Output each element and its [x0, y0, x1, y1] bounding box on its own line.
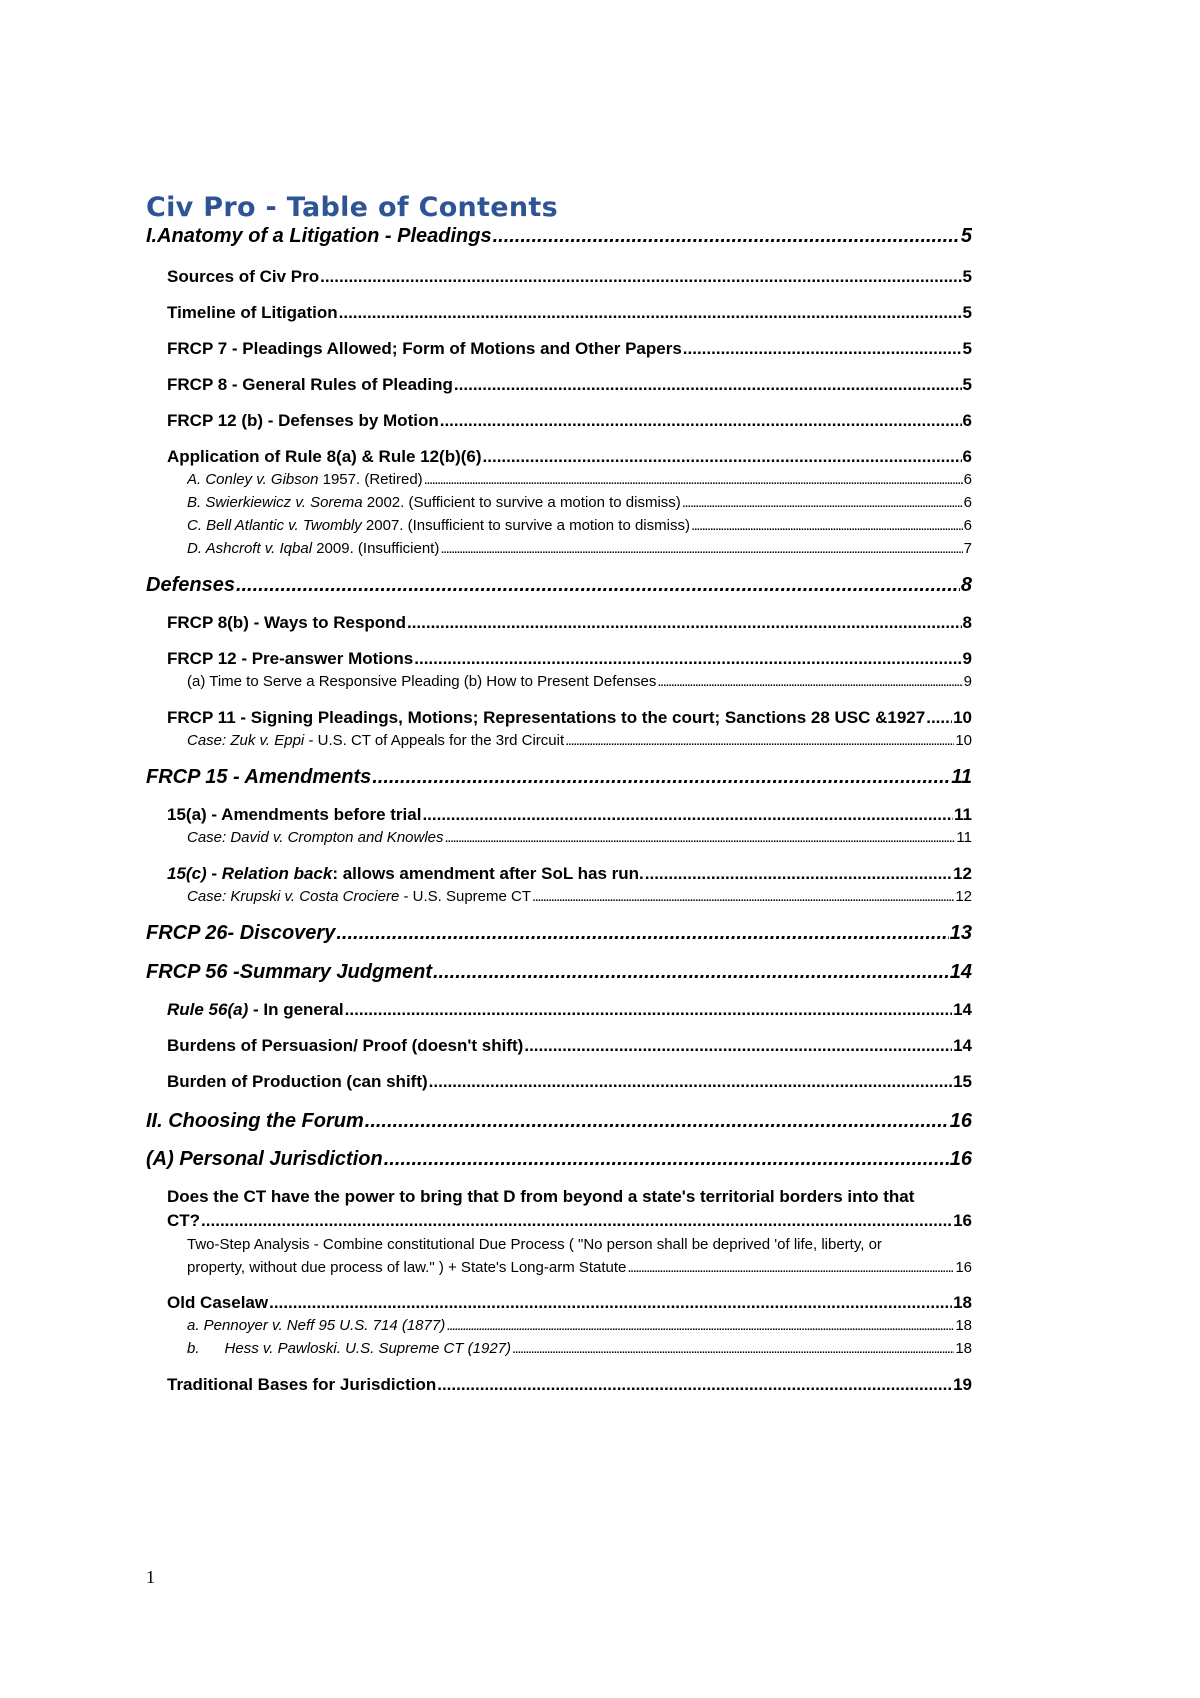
toc-entry-text: property, without due process of law." ) + State's Long-arm Statute — [187, 1259, 627, 1276]
toc-entry-text: 2007. (Insufficient to survive a motion to dismiss) — [361, 517, 690, 534]
toc-entry-text: FRCP 7 - Pleadings Allowed; Form of Motions and Other Papers — [167, 339, 682, 358]
toc-entry-text: CT? — [167, 1211, 201, 1230]
toc-entry[interactable] — [167, 649, 972, 669]
toc-entry-text: Burden of Production (can shift) — [167, 1072, 428, 1091]
toc-entry-text: Timeline of Litigation — [167, 303, 338, 322]
toc-entry[interactable] — [167, 1293, 972, 1313]
toc-page-number: 14 — [953, 1000, 972, 1019]
toc-entry[interactable] — [146, 922, 972, 945]
toc-entry[interactable] — [167, 1036, 972, 1056]
toc-entry[interactable] — [167, 1000, 972, 1020]
toc-page-number: 18 — [953, 1293, 972, 1312]
toc-entry-text: Defenses — [146, 574, 235, 596]
case-name: D. Ashcroft v. Iqbal — [187, 540, 313, 557]
toc-entry-text-line1: Two-Step Analysis - Combine constitutional Due Process ( "No person shall be deprived 'of life, liberty, or — [187, 1236, 882, 1253]
toc-entry[interactable] — [187, 732, 972, 749]
toc-page-number: 12 — [953, 864, 972, 883]
toc-page-number: 10 — [955, 732, 972, 749]
toc-entry-text: - In general — [248, 1000, 344, 1019]
toc-page-number: 8 — [960, 574, 972, 596]
toc-entry-text: Burdens of Persuasion/ Proof (doesn't shift) — [167, 1036, 524, 1055]
toc-page-number: 6 — [963, 494, 972, 511]
toc-entry[interactable] — [167, 267, 972, 287]
toc-entry[interactable] — [146, 1110, 972, 1133]
toc-entry-text-line1: Does the CT have the power to bring that D from beyond a state's territorial borders into that — [167, 1187, 915, 1206]
case-name: Case: Zuk v. Eppi — [187, 732, 305, 749]
toc-entry-text: 2002. (Sufficient to survive a motion to dismiss) — [362, 494, 681, 511]
toc-page-number: 9 — [963, 673, 972, 690]
toc-entry[interactable] — [167, 1375, 972, 1395]
toc-entry[interactable] — [167, 303, 972, 323]
toc-entry[interactable] — [187, 494, 972, 511]
toc-page-number: 5 — [962, 375, 972, 394]
toc-entry-text: 15(a) - Amendments before trial — [167, 805, 422, 824]
toc-page-number: 12 — [955, 888, 972, 905]
toc-page-number: 15 — [953, 1072, 972, 1091]
toc-page-number: 5 — [962, 339, 972, 358]
toc-entry-text: I.Anatomy of a Litigation - Pleadings — [146, 225, 492, 247]
toc-page-number: 19 — [953, 1375, 972, 1394]
toc-entry-text: FRCP 12 (b) - Defenses by Motion — [167, 411, 439, 430]
toc-page-number: 11 — [956, 829, 972, 846]
toc-entry-text: FRCP 8 - General Rules of Pleading — [167, 375, 453, 394]
toc-entry[interactable] — [187, 829, 972, 846]
toc-page-number: 10 — [953, 708, 972, 727]
toc-entry[interactable] — [146, 961, 972, 984]
toc-entry[interactable] — [187, 1317, 972, 1334]
toc-entry-text: Traditional Bases for Jurisdiction — [167, 1375, 437, 1394]
toc-entry[interactable] — [187, 471, 972, 488]
toc-entry-text: Sources of Civ Pro — [167, 267, 320, 286]
toc-page-number: 7 — [963, 540, 972, 557]
rule-name: 15(c) - Relation back — [167, 864, 333, 883]
case-name: A. Conley v. Gibson — [187, 471, 319, 488]
toc-entry[interactable] — [146, 766, 972, 789]
toc-entry[interactable] — [167, 411, 972, 431]
toc-page-number: 16 — [949, 1148, 972, 1170]
toc-page-number: 5 — [960, 225, 972, 247]
toc-entry-text: FRCP 12 - Pre-answer Motions — [167, 649, 414, 668]
toc-entry[interactable] — [167, 1072, 972, 1092]
toc-entry[interactable] — [167, 613, 972, 633]
toc-entry-text: - U.S. Supreme CT — [399, 888, 531, 905]
case-name: a. Pennoyer v. Neff 95 U.S. 714 (1877) — [187, 1317, 446, 1334]
toc-entry-text: 2009. (Insufficient) — [312, 540, 440, 557]
toc-page-number: 5 — [962, 303, 972, 322]
toc-entry[interactable] — [167, 864, 972, 884]
toc-entry[interactable] — [167, 447, 972, 467]
toc-entry-text: (A) Personal Jurisdiction — [146, 1148, 383, 1170]
toc-entry[interactable] — [187, 540, 972, 557]
toc-entry[interactable] — [146, 1148, 972, 1171]
toc-entry-text: Old Caselaw — [167, 1293, 269, 1312]
document-title: Civ Pro - Table of Contents — [146, 192, 558, 223]
toc-entry-text: FRCP 15 - Amendments — [146, 766, 372, 788]
toc-entry-text: 1957. (Retired) — [318, 471, 423, 488]
toc-entry[interactable] — [187, 1259, 972, 1276]
rule-name: Rule 56(a) — [167, 1000, 249, 1019]
toc-entry-text: : allows amendment after SoL has run. — [332, 864, 644, 883]
toc-page-number: 18 — [955, 1340, 972, 1357]
toc-entry[interactable] — [146, 225, 972, 248]
case-name: B. Swierkiewicz v. Sorema — [187, 494, 363, 511]
page-number: 1 — [146, 1567, 155, 1587]
toc-page-number: 9 — [962, 649, 972, 668]
toc-entry[interactable] — [167, 805, 972, 825]
toc-entry[interactable] — [187, 888, 972, 905]
toc-entry-text: (a) Time to Serve a Responsive Pleading (b) How to Present Defenses — [187, 673, 657, 690]
toc-entry-text: II. Choosing the Forum — [146, 1110, 364, 1132]
toc-entry[interactable] — [167, 375, 972, 395]
toc-entry[interactable] — [167, 708, 972, 728]
toc-page-number: 6 — [962, 447, 972, 466]
toc-entry-text: FRCP 56 -Summary Judgment — [146, 961, 432, 983]
toc-entry-text: - U.S. CT of Appeals for the 3rd Circuit — [304, 732, 565, 749]
toc-page-number: 6 — [962, 411, 972, 430]
toc-entry[interactable] — [167, 339, 972, 359]
toc-entry[interactable] — [187, 517, 972, 534]
toc-entry[interactable] — [146, 574, 972, 597]
toc-entry[interactable] — [167, 1211, 972, 1231]
toc-page-number: 5 — [962, 267, 972, 286]
toc-page-number: 14 — [949, 961, 972, 983]
toc-page-number: 6 — [963, 517, 972, 534]
toc-page-number: 18 — [955, 1317, 972, 1334]
toc-page-number: 16 — [949, 1110, 972, 1132]
toc-page-number: 11 — [951, 766, 972, 788]
toc-entry-text: FRCP 8(b) - Ways to Respond — [167, 613, 406, 632]
toc-entry-text: FRCP 11 - Signing Pleadings, Motions; Representations to the court; Sanctions 28 USC &1927 — [167, 708, 926, 727]
case-name: Case: Krupski v. Costa Crociere — [187, 888, 400, 905]
toc-entry-text: FRCP 26- Discovery — [146, 922, 336, 944]
toc-page-number: 16 — [953, 1211, 972, 1230]
toc-page-number: 6 — [963, 471, 972, 488]
toc-page-number: 8 — [962, 613, 972, 632]
toc-page-number: 11 — [954, 805, 972, 824]
toc-page-number: 13 — [949, 922, 972, 944]
toc-entry-text: Application of Rule 8(a) & Rule 12(b)(6) — [167, 447, 482, 466]
toc-page-number: 16 — [955, 1259, 972, 1276]
case-name: Case: David v. Crompton and Knowles — [187, 829, 444, 846]
case-name: C. Bell Atlantic v. Twombly — [187, 517, 362, 534]
case-name: b. Hess v. Pawloski. U.S. Supreme CT (1927) — [187, 1340, 511, 1357]
toc-page-number: 14 — [953, 1036, 972, 1055]
toc-entry[interactable] — [187, 673, 972, 690]
toc-entry[interactable] — [187, 1340, 972, 1357]
